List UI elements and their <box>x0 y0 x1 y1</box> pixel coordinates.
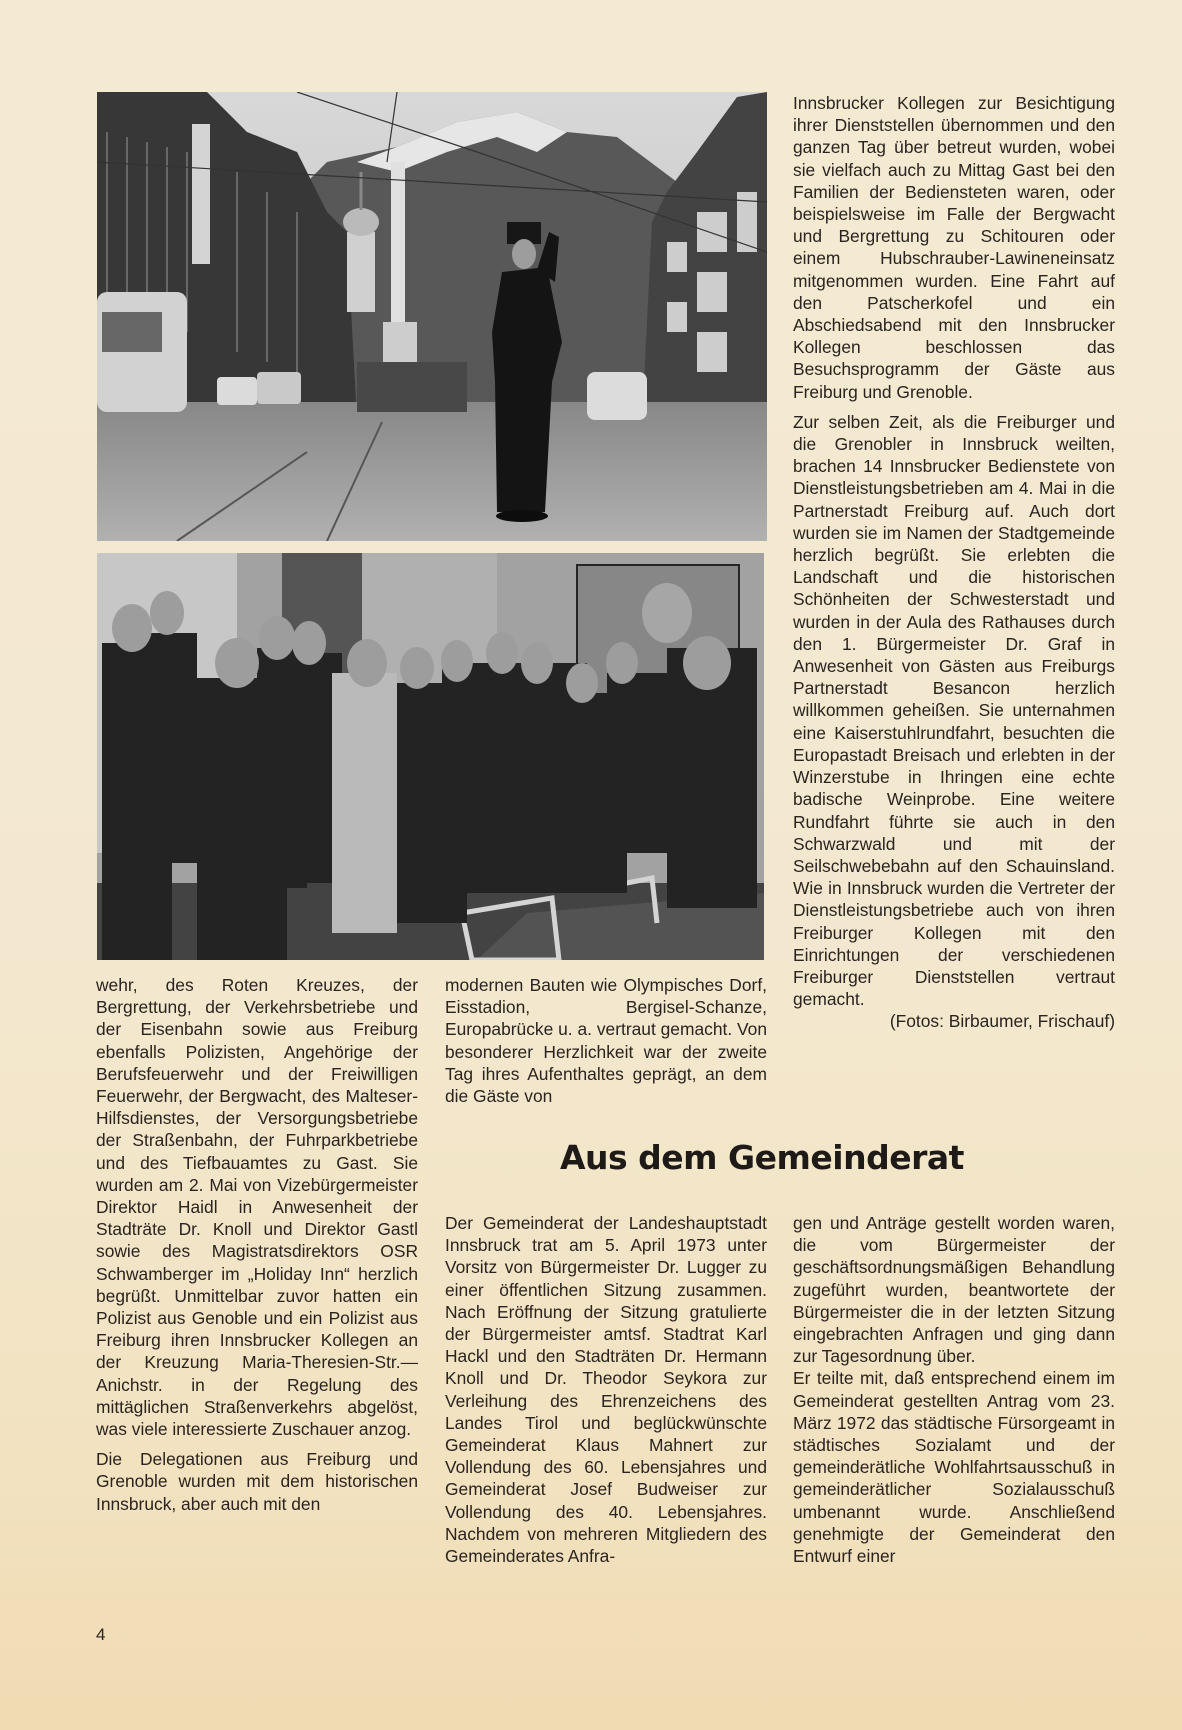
paragraph: Die Delegationen aus Freiburg und Grenoble wurden mit dem historischen Innsbruck, aber auch mit den <box>96 1449 418 1514</box>
gemeinderat-column-middle <box>445 1212 767 1567</box>
gemeinderat-column-right <box>793 1212 1115 1567</box>
delegation-group-photo <box>97 553 764 960</box>
street-scene-photo <box>97 92 767 541</box>
photo-credit: (Fotos: Birbaumer, Frischauf) <box>889 1011 1115 1032</box>
article-column-middle <box>445 974 767 1107</box>
page-number: 4 <box>96 1625 106 1644</box>
paragraph: modernen Bauten wie Olympisches Dorf, Eisstadion, Bergisel-Schanze, Europabrücke u. a. vertraut gemacht. Von besonderer Herzlichkeit war der zweite Tag ihres Aufenthaltes geprägt, an dem die Gäste von <box>445 975 767 1107</box>
paragraph: Zur selben Zeit, als die Freiburger und die Grenobler in Innsbruck weilten, brachen 14 Innsbrucker Bedienstete von Dienstleistungsbetrieben am 4. Mai in die Partnerstadt Freiburg auf. Auch dort wurden sie im Namen der Stadtgemeinde herzlich begrüßt. Sie erlebten die Landschaft und die historischen Schönheiten der Schwesterstadt und wurden in der Aula des Rathauses durch den 1. Bürgermeister Dr. Graf in Anwesenheit von Gästen aus Freiburgs Partnerstadt Besancon herzlich willkommen geheißen. Sie unternahmen eine Kaiserstuhlrundfahrt, besuchten die Europastadt Breisach und erlebten in der Winzerstube in Ihringen eine echte badische Weinprobe. Eine weitere Rundfahrt führte sie auch in den Schwarzwald und mit der Seilschwebebahn auf den Schauinsland. Wie in Innsbruck wurden die Vertreter der Dienstleistungsbetriebe auch von ihren Freiburger Kollegen mit den Einrichtungen der verschiedenen Freiburger Dienststellen vertraut gemacht. <box>793 411 1115 1010</box>
article-column-left <box>96 974 418 1515</box>
article-column-right-top <box>793 92 1115 1033</box>
section-heading: Aus dem Gemeinderat <box>560 1138 964 1177</box>
paragraph: wehr, des Roten Kreuzes, der Bergrettung, der Verkehrsbetriebe und der Eisenbahn sowie aus Freiburg ebenfalls Polizisten, Angehörige der Berufsfeuerwehr und der Freiwilligen Feuerwehr, der Bergwacht, des Malteser-Hilfsdienstes, der Versorgungsbetriebe der Straßenbahn, der Fuhrparkbetriebe und des Tiefbauamtes zu Gast. Sie wurden am 2. Mai von Vizebürgermeister Direktor Haidl in Anwesenheit der Stadträte Dr. Knoll und Direktor Gastl sowie des Magistratsdirektors OSR Schwamberger im „Holiday Inn“ herzlich begrüßt. Unmittelbar zuvor hatten ein Polizist aus Genoble und ein Polizist aus Freiburg ihren Innsbrucker Kollegen an der Kreuzung Maria-Theresien-Str.—Anichstr. in der Regelung des mittäglichen Straßenverkehrs abgelöst, was viele interessierte Zuschauer anzog. <box>96 975 418 1440</box>
paragraph: Er teilte mit, daß entsprechend einem im Gemeinderat gestellten Antrag vom 23. März 1972 das städtische Fürsorgeamt in städtisches Sozialamt und der gemeinderätliche Wohlfahrtsausschuß in gemeinderätlicher Sozialausschuß umbenannt wurde. Anschließend genehmigte der Gemeinderat den Entwurf einer <box>793 1368 1115 1567</box>
paragraph: gen und Anträge gestellt worden waren, die vom Bürgermeister der geschäftsordnungsmäßigen Behandlung zugeführt wurden, beantwortete der Bürgermeister die in der letzten Sitzung eingebrachten Anfragen und ging dann zur Tagesordnung über. <box>793 1213 1115 1367</box>
paragraph: Der Gemeinderat der Landeshauptstadt Innsbruck trat am 5. April 1973 unter Vorsitz von Bürgermeister Dr. Lugger zu einer öffentlichen Sitzung zusammen. Nach Eröffnung der Sitzung gratulierte der Bürgermeister amtsf. Stadtrat Karl Hackl und den Stadträten Dr. Hermann Knoll und Dr. Theodor Seykora zur Verleihung des Ehrenzeichens des Landes Tirol und beglückwünschte Gemeinderat Klaus Mahnert zur Vollendung des 60. Lebensjahres und Gemeinderat Josef Budweiser zur Vollendung des 40. Lebensjahres. Nachdem von mehreren Mitgliedern des Gemeinderates Anfra- <box>445 1213 767 1567</box>
paragraph: Innsbrucker Kollegen zur Besichtigung ihrer Dienststellen übernommen und den ganzen Tag über betreut wurden, wobei sie vielfach auch zu Mittag Gast bei den Familien der Bediensteten waren, oder beispielsweise im Falle der Bergwacht und Bergrettung zu Schitouren oder einem Hubschrauber-Lawineneinsatz mitgenommen wurden. Eine Fahrt auf den Patscherkofel und ein Abschiedsabend mit den Innsbrucker Kollegen beschlossen das Besuchsprogramm der Gäste aus Freiburg und Grenoble. <box>793 93 1115 402</box>
